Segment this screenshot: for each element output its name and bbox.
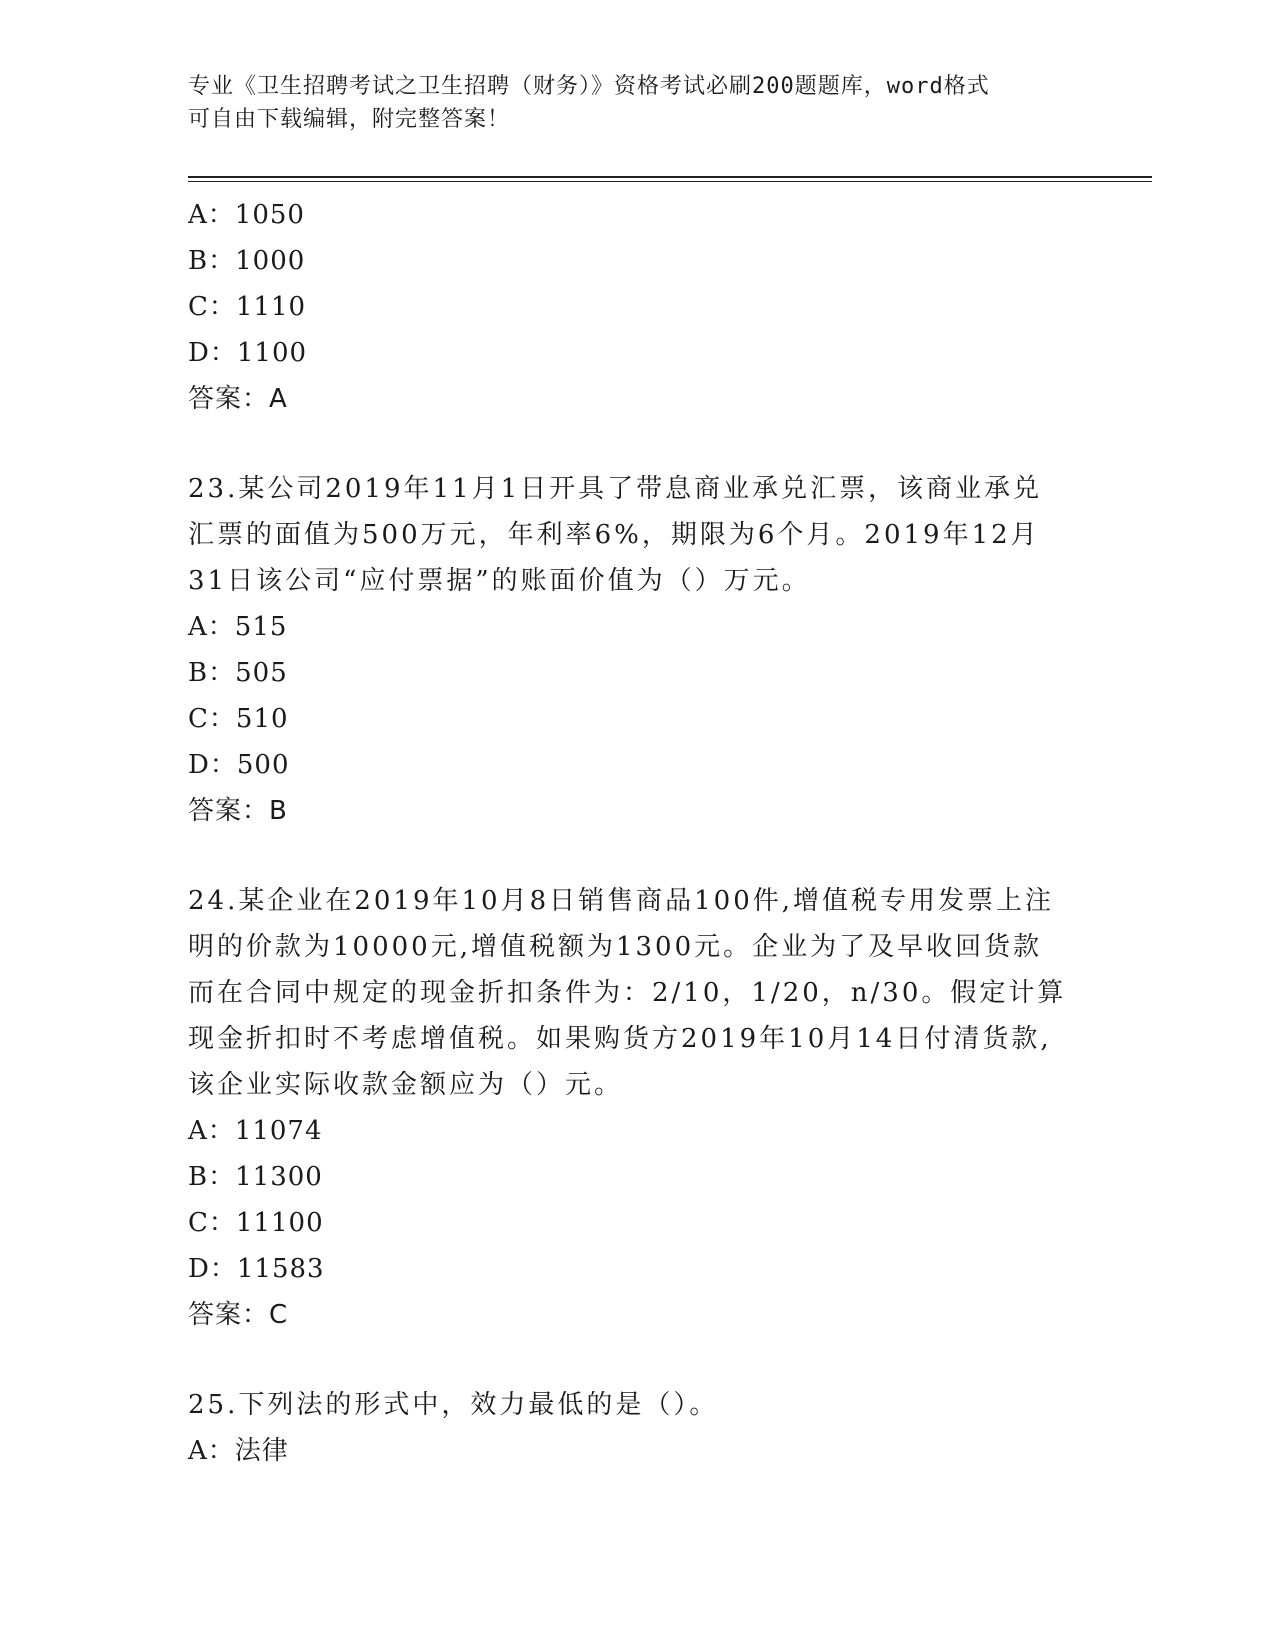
document-header [188, 70, 1088, 136]
option-text: 法律 [234, 1436, 289, 1466]
header-divider [188, 176, 1152, 182]
question-23 [188, 466, 1068, 834]
option-text: 1000 [235, 246, 306, 276]
question-22 [188, 192, 1068, 422]
option-c [188, 1200, 1068, 1246]
option-text: 515 [234, 612, 288, 642]
option-a [188, 192, 1068, 238]
option-label: B： [188, 658, 236, 688]
option-text: 1050 [234, 200, 305, 230]
question-25 [188, 1382, 1068, 1474]
option-c [188, 696, 1068, 742]
option-c [188, 284, 1068, 330]
option-b [188, 1154, 1068, 1200]
option-b [188, 650, 1068, 696]
option-text: 11074 [234, 1116, 323, 1146]
option-a [188, 604, 1068, 650]
option-d [188, 742, 1068, 788]
option-label: A： [188, 1436, 235, 1466]
option-text: 510 [235, 704, 289, 734]
question-24 [188, 878, 1068, 1338]
option-text: 505 [235, 658, 288, 688]
option-a [188, 1428, 1068, 1474]
answer-line: 答案：C [188, 1300, 289, 1330]
option-text: 11100 [235, 1208, 324, 1238]
option-label: C： [188, 704, 236, 734]
option-label: B： [188, 1162, 236, 1192]
option-label: A： [188, 1116, 235, 1146]
option-d [188, 330, 1068, 376]
option-label: C： [188, 292, 236, 322]
option-label: C： [188, 1208, 236, 1238]
option-text: 11300 [235, 1162, 323, 1192]
option-label: D： [188, 750, 237, 780]
option-d [188, 1246, 1068, 1292]
option-text: 11583 [236, 1254, 325, 1284]
option-label: B： [188, 246, 236, 276]
option-a [188, 1108, 1068, 1154]
option-text: 500 [236, 750, 290, 780]
option-text: 1110 [235, 292, 307, 322]
question-stem: 23.某公司2019年11月1日开具了带息商业承兑汇票，该商业承兑汇票的面值为500万元，年利率6%，期限为6个月。2019年12月31日该公司“应付票据”的账面价值为（）万元。 [188, 474, 1043, 596]
question-stem: 25.下列法的形式中，效力最低的是（）。 [188, 1390, 719, 1420]
option-text: 1100 [236, 338, 308, 368]
question-stem: 24.某企业在2019年10月8日销售商品100件,增值税专用发票上注明的价款为10000元,增值税额为1300元。企业为了及早收回货款而在合同中规定的现金折扣条件为：2/10，1/20，n/30。假定计算现金折扣时不考虑增值税。如果购货方2019年10月14日付清货款,该企业实际收款金额应为（）元。 [188, 886, 1067, 1100]
option-label: A： [188, 200, 235, 230]
option-label: A： [188, 612, 235, 642]
option-label: D： [188, 1254, 237, 1284]
option-b [188, 238, 1068, 284]
option-label: D： [188, 338, 237, 368]
header-line-2: 可自由下载编辑，附完整答案！ [188, 107, 511, 132]
answer-line: 答案：A [188, 384, 288, 414]
question-list [188, 192, 1068, 1474]
answer-line: 答案：B [188, 796, 288, 826]
header-line-1: 专业《卫生招聘考试之卫生招聘（财务）》资格考试必刷200题题库，word格式 [188, 74, 990, 99]
